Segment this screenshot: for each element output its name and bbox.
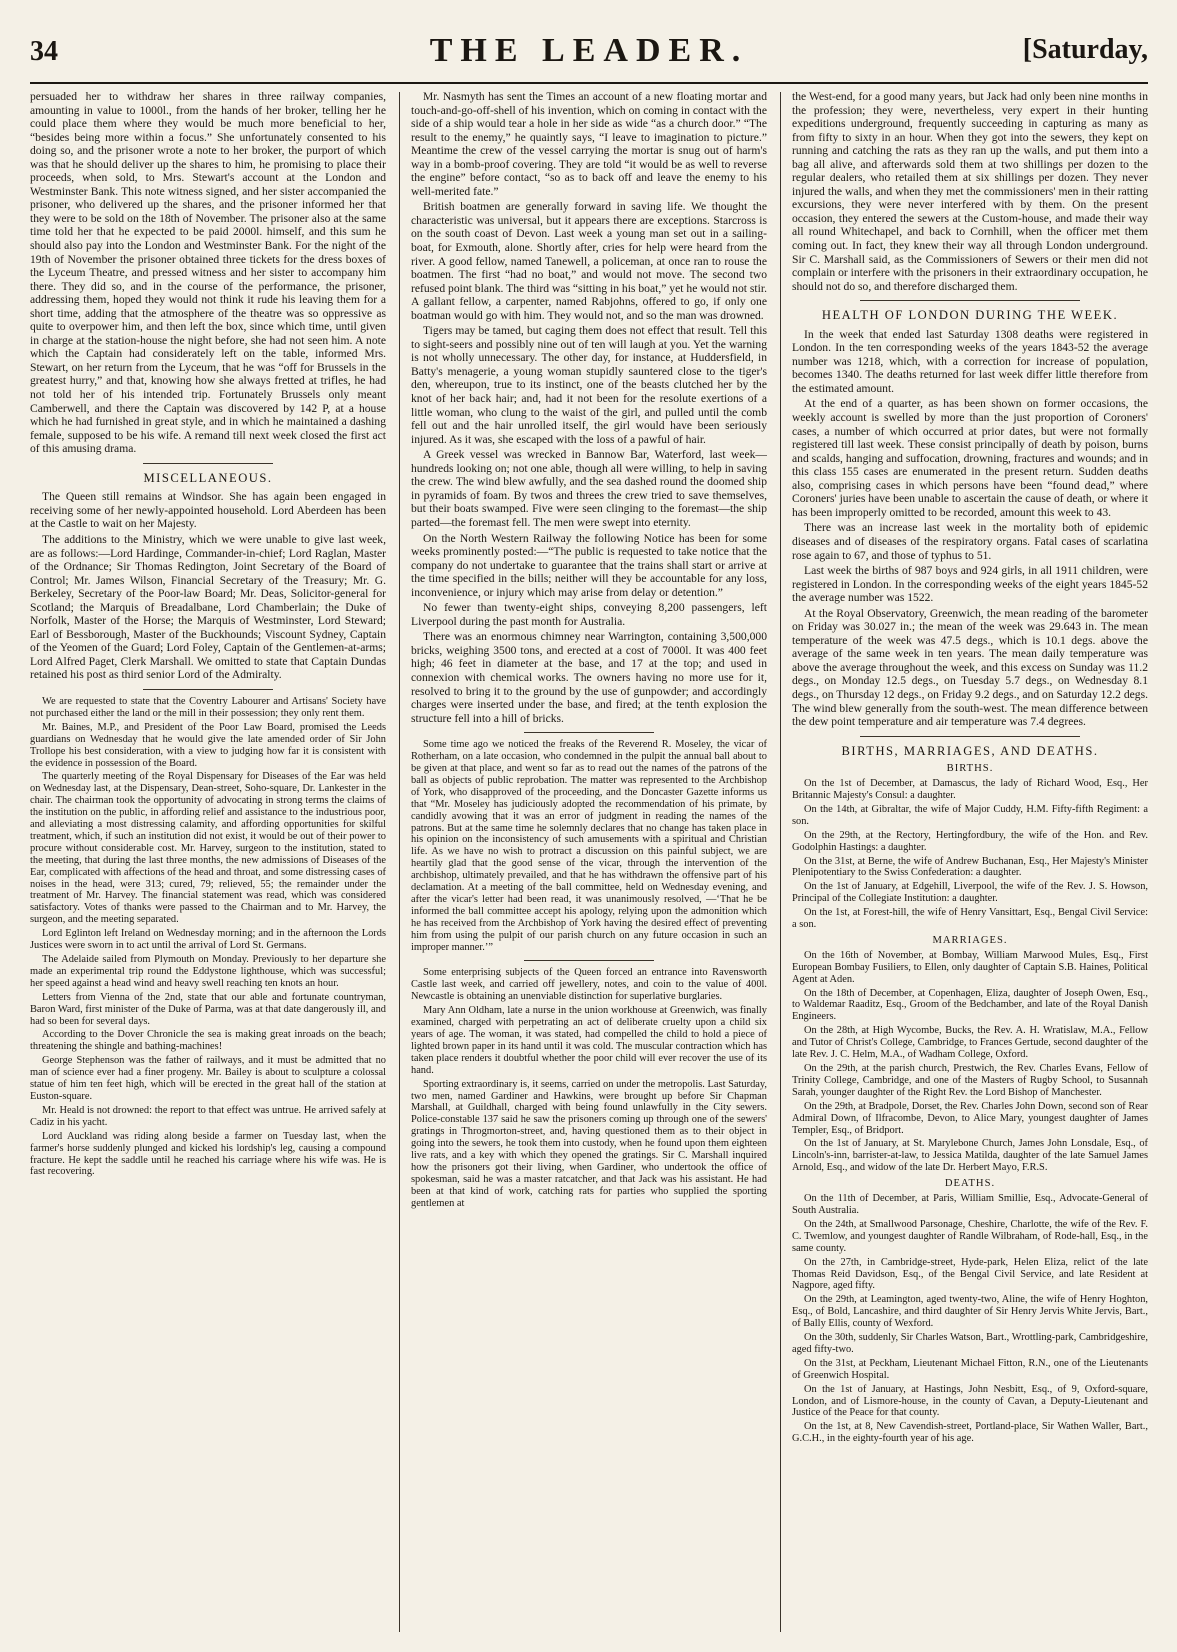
section-rule <box>860 300 1080 301</box>
small-print-block <box>411 739 767 1209</box>
notice-entry: On the 16th of November, at Bombay, William Marwood Mules, Esq., First European Bombay Fusiliers, to Ellen, only daughter of Captain S.B. Haines, Political Agent at Aden. <box>792 949 1148 985</box>
masthead-rule <box>30 82 1148 84</box>
article-paragraph: Sporting extraordinary is, it seems, carried on under the metropolis. Last Saturday, two men, named Gardiner and Hawkins, were brought up before Sir Chapman Marshall, at Guildhall, charged with being found unlawfully in the City sewers. Police-constable 137 said he saw the prisoners coming up through one of the sewers' gratings in Throgmorton-street, and, having questioned them as to their object in going into the sewers, he took them into custody, when he found upon them eighteen live rats, and a key with which they opened the gratings. Sir C. Marshall inquired how the prisoners got their living, when Gardiner, who undertook the office of spokesman, said he was a master ratcatcher, and that Jack was his assistant. He had been at that kind of work, catching rats for parties who supplied the sporting gentlemen at <box>411 1078 767 1209</box>
article-paragraph: George Stephenson was the father of railways, and it must be admitted that no man of science ever had a finer progeny. Mr. Bailey is about to sculpture a colossal statue of him ten feet high, which will be erected in the great hall of the station at Euston-square. <box>30 1055 386 1102</box>
page-number: 34 <box>30 36 58 67</box>
notice-entry: On the 1st, at Forest-hill, the wife of Henry Vansittart, Esq., Bengal Civil Service: a son. <box>792 907 1148 931</box>
article-paragraph: According to the Dover Chronicle the sea is making great inroads on the beach; threatening the shingle and bathing-machines! <box>30 1029 386 1053</box>
column-divider <box>399 92 400 1632</box>
article-paragraph: British boatmen are generally forward in saving life. We thought the characteristic was universal, but it appears there are exceptions. Starcross is on the south coast of Devon. Last week a young man set out in a sailing-boat, for Exmouth, alone. Shortly after, cries for help were heard from the river. A good fellow, named Tanewell, a policeman, at once ran to rouse the boatmen. The first “had no boat,” and would not move. The second two refused point blank. The third was “sitting in his boat,” yet he would not stir. A gallant fellow, a carpenter, named Rabjohns, offered to go, if only one boatman would go with him. They would not, and so the man was drowned. <box>411 200 767 322</box>
notice-entry: On the 1st, at 8, New Cavendish-street, Portland-place, Sir Wathen Waller, Bart., G.C.H., in the eighty-fourth year of his age. <box>792 1421 1148 1445</box>
article-paragraph: The quarterly meeting of the Royal Dispensary for Diseases of the Ear was held on Wednesday last, at the Dispensary, Dean-street, Soho-square, Dr. Lankester in the chair. The chairman took the opportunity of advocating in strong terms the claims of the institution on the public, in affording relief and assistance to the industrious poor, and alleviating a most distressing calamity, and affording opportunities for skilful treatment, which, if such an institution did not exist, it would be out of their power to procure without considerable cost. Mr. Harvey, surgeon to the institution, stated to the meeting, that during the last three months, the new admissions of Diseases of the Ear, complicated with affections of the head and throat, and some distressing cases of noises in the head, were 313; cured, 79; relieved, 55; the remainder under the treatment of Mr. Harvey. The financial statement was read, which was considered satisfactory. Votes of thanks were passed to the Chairman and to Mr. Harvey, the surgeon, and the meeting separated. <box>30 771 386 926</box>
article-paragraph: At the Royal Observatory, Greenwich, the mean reading of the barometer on Friday was 30.027 in.; the mean of the week was 29.643 in. The mean temperature of the week was 47.5 degs., which is 10.1 degs. above the average of the same week in ten years. The mean daily temperature was above the average throughout the week, and this excess on Sunday was 11.2 degs., on Monday 12.5 degs., on Tuesday 5.7 degs., on Wednesday 8.1 degs., on Thursday 12 degs., on Friday 9.2 degs., and on Saturday 12.2 degs. The wind blew generally from the south-west. The mean difference between the dew point temperature and air temperature was 7.4 degrees. <box>792 606 1148 729</box>
column-divider <box>780 92 781 1632</box>
masthead <box>30 28 1148 84</box>
article-paragraph: The Adelaide sailed from Plymouth on Monday. Previously to her departure she made an experimental trip round the Eddystone lighthouse, which was successful; her speed against a head wind and heavy swell reaching ten knots an hour. <box>30 954 386 989</box>
subheading-marriages: MARRIAGES. <box>932 934 1008 946</box>
notice-entry: On the 1st of January, at Edgehill, Liverpool, the wife of the Rev. J. S. Howson, Principal of the Collegiate Institution: a daughter. <box>792 881 1148 905</box>
article-paragraph: The additions to the Ministry, which we were unable to give last week, are as follows:—Lord Hardinge, Commander-in-chief; Lord Raglan, Master of the Ordnance; Sir Thomas Redington, Joint Secretary of the Board of Control; Mr. James Wilson, Financial Secretary of the Treasury; Mr. G. Berkeley, Secretary of the Poor-law Board; Mr. Deas, Solicitor-general for Scotland; the Marquis of Breadalbane, Lord Chamberlain; the Duke of Norfolk, Master of the Horse; the Marquis of Westminster, Lord Steward; Earl of Bessborough, Master of the Buckhounds; Viscount Sydney, Captain of the Yeomen of the Guard; Lord Foley, Captain of the Gentlemen-at-arms; Lord Alfred Paget, Clerk Marshall. We omitted to state that Captain Dundas retained his post as third senior Lord of the Admiralty. <box>30 532 386 682</box>
notice-entry: On the 14th, at Gibraltar, the wife of Major Cuddy, H.M. Fifty-fifth Regiment: a son. <box>792 803 1148 827</box>
article-paragraph: In the week that ended last Saturday 1308 deaths were registered in London. In the ten corresponding weeks of the years 1843-52 the average number was 1218, which, with a correction for increase of population, becomes 1340. The deaths returned for last week differ little therefore from the estimated amount. <box>792 327 1148 395</box>
article-paragraph: A Greek vessel was wrecked in Bannow Bar, Waterford, last week—hundreds looking on; not one able, though all were willing, to help in saving the crew. The wind blew awfully, and the sea dashed round the doomed ship in pyramids of foam. By twos and threes the crew tried to save themselves, but their boats swamped. Five were seen clinging to the foremast—the ship parted—the foremast fell. The men were swept into eternity. <box>411 448 767 529</box>
notice-entry: On the 29th, at Leamington, aged twenty-two, Aline, the wife of Henry Hoghton, Esq., of Bold, Lancashire, and third daughter of Sir Henry Jervis White Jervis, Bart., of Bally Ellis, county of Wexford. <box>792 1294 1148 1330</box>
article-paragraph: Mr. Nasmyth has sent the Times an account of a new floating mortar and touch-and-go-off-shell of his invention, which on coming in contact with the side of a ship would tear a hole in her side as wide “as a church door.” “The result to the enemy,” he quaintly says, “I leave to imagination to picture.” Meantime the crew of the vessel carrying the mortar is snug out of harm's way in a bomb-proof covering. They are told “it would be as well to reverse the engine” before contact, “so as to back off and leave the enemy to his well-merited fate.” <box>411 90 767 198</box>
small-print-block <box>30 696 386 1178</box>
section-heading-miscellaneous: MISCELLANEOUS. <box>143 470 273 485</box>
article-paragraph: The Queen still remains at Windsor. She has again been engaged in receiving some of her newly-appointed household. Lord Aberdeen has been at the Castle to wait on her Majesty. <box>30 490 386 531</box>
article-paragraph: Lord Eglinton left Ireland on Wednesday morning; and in the afternoon the Lords Justices were sworn in to act until the arrival of Lord St. Germans. <box>30 928 386 952</box>
notice-entry: On the 29th, at the Rectory, Hertingfordbury, the wife of the Hon. and Rev. Godolphin Hastings: a daughter. <box>792 829 1148 853</box>
article-paragraph: There was an enormous chimney near Warrington, containing 3,500,000 bricks, weighing 3500 tons, and erected at a cost of 7000l. It was 400 feet high; 46 feet in diameter at the base, and 17 at the top; and used in connexion with chemical works. The owners having no more use for it, resolved to bring it to the ground by the use of gunpowder; and accordingly charges were inserted under the base, and fired; at the tenth explosion the structure fell into a hill of bricks. <box>411 630 767 725</box>
notice-entry: On the 29th, at Bradpole, Dorset, the Rev. Charles John Down, second son of Rear Admiral Down, of Ilfracombe, Devon, to Alice Mary, youngest daughter of James Templer, Esq., of Bridport. <box>792 1100 1148 1136</box>
article-paragraph: Lord Auckland was riding along beside a farmer on Tuesday last, when the farmer's horse suddenly plunged and kicked his lordship's leg, causing a compound fracture. He kept the saddle until he reached his carriage where his wife was. He is fast recovering. <box>30 1130 386 1178</box>
column-2 <box>411 90 767 1638</box>
article-paragraph: Letters from Vienna of the 2nd, state that our able and fortunate countryman, Baron Ward, first minister of the Duke of Parma, was at that date dangerously ill, and had so been for several days. <box>30 991 386 1027</box>
notice-entry: On the 29th, at the parish church, Prestwich, the Rev. Charles Evans, Fellow of Trinity College, Cambridge, and one of the Masters of Rugby School, to Susannah Sarah, younger daughter of the Right Rev. the Lord Bishop of Manchester. <box>792 1063 1148 1098</box>
section-heading-births-marriages-deaths: BIRTHS, MARRIAGES, AND DEATHS. <box>841 743 1099 758</box>
article-paragraph: We are requested to state that the Coventry Labourer and Artisans' Society have not purchased either the land or the mill in their possession; they only rent them. <box>30 695 386 719</box>
article-paragraph: At the end of a quarter, as has been shown on former occasions, the weekly account is swelled by more than the just proportion of Coroners' cases, a number of which occurred at prior dates, but were not formally registered till last week. These consist principally of death by poison, burns and scalds, hanging and suffocation, drowning, fractures and wounds; and in this class 155 cases are enumerated in the present return. Sudden deaths also, comprising cases in which persons have been “found dead,” where Coroners' juries have been unable to ascertain the cause of death, or where it has been improperly omitted to be recorded, amount this week to 43. <box>792 397 1148 519</box>
section-rule <box>524 960 654 961</box>
notice-entry: On the 28th, at High Wycombe, Bucks, the Rev. A. H. Wratislaw, M.A., Fellow and Tutor of Christ's College, Cambridge, to Frances Gertude, second daughter of the late Rev. J. C. Helm, M.A., of Wadham College, Oxford. <box>792 1025 1148 1061</box>
article-paragraph: persuaded her to withdraw her shares in three railway companies, amounting in value to 1000l., from the hands of her broker, telling her he could place them where they would be much more beneficial to her, “besides being more within a focus.” She unfortunately consented to his doing so, and the prisoner wrote a note to her broker, the purport of which was that he should deliver up the shares to him, he promising to place their proceeds, when sold, to Mrs. Stewart's account at the London and Westminster Bank. This note witness signed, and her sister accompanied the prisoner, who delivered up the shares, and the prisoner informed her that they were to be sold on the 18th of November. The prisoner also at the same time told her that he expected to be paid 2000l. himself, and this sum he should also pay into the London and Westminster Bank. For the night of the 19th of November the prisoner obtained three tickets for the dress boxes of the Lyceum Theatre, and pressed witness and her sister to accompany him there. They did so, and in the course of the performance, the prisoner, addressing them, hoped they would not think it rude his leaving them for a short time, adding that the atmosphere of the theatre was so oppressive as quite to overpower him, and then left the box, since which time, until given in charge at the station-house the night before, she had not seen him. A note which the Captain had considerately left on the table, informed Mrs. Stewart, on her return from the Lyceum, that he was “off for Brussels in the greatest hurry,” and that, knowing how she always fretted at trifles, he had not told her of his intended trip. Fortunately Brussels only meant Camberwell, and there the Captain was discovered by 142 P, at a house which he had furnished in great style, and in which he maintained a dashing female, supposed to be his wife. A remand till next week closed the first act of this amusing drama. <box>30 90 386 456</box>
column-1 <box>30 90 386 1638</box>
section-rule <box>143 689 273 690</box>
article-paragraph: On the North Western Railway the following Notice has been for some weeks prominently posted:—“The public is requested to take notice that the company do not undertake to guarantee that the trains shall start or arrive at the time specified in the bills; neither will they be accountable for any loss, inconvenience, or injury which may arise from delay or detention.” <box>411 531 767 599</box>
article-paragraph: No fewer than twenty-eight ships, conveying 8,200 passengers, left Liverpool during the past month for Australia. <box>411 601 767 628</box>
notice-entry: On the 24th, at Smallwood Parsonage, Cheshire, Charlotte, the wife of the Rev. F. C. Twemlow, and youngest daughter of Randle Wilbraham, of Rode-hall, Esq., in the same county. <box>792 1218 1148 1254</box>
notice-entry: On the 1st of December, at Damascus, the lady of Richard Wood, Esq., Her Britannic Majesty's Consul: a daughter. <box>792 778 1148 801</box>
section-rule <box>143 463 273 464</box>
article-paragraph: Some enterprising subjects of the Queen forced an entrance into Ravensworth Castle last week, and carried off jewellery, notes, and coin to the value of 400l. Newcastle is obtaining an unenviable distinction for superlative burglaries. <box>411 967 767 1003</box>
notice-entry: On the 27th, in Cambridge-street, Hyde-park, Helen Eliza, relict of the late Thomas Reid Davidson, Esq., of the Bengal Civil Service, and late Resident at Nagpore, aged fifty. <box>792 1256 1148 1292</box>
newspaper-title: THE LEADER. <box>429 32 749 69</box>
notice-entry: On the 1st of January, at Hastings, John Nesbitt, Esq., of 9, Oxford-square, London, and of Lismore-house, in the county of Cavan, a Deputy-Lieutenant and Justice of the Peace for that county. <box>792 1383 1148 1419</box>
notice-entry: On the 1st of January, at St. Marylebone Church, James John Lonsdale, Esq., of Lincoln's-inn, barrister-at-law, to Jessica Matilda, daughter of the late Samuel James Arnold, Esq., and widow of the late Dr. Herbert Mayo, F.R.S. <box>792 1138 1148 1174</box>
article-paragraph: Mary Ann Oldham, late a nurse in the union workhouse at Greenwich, was finally examined, charged with perpetrating an act of deliberate cruelty upon a child six years of age. The woman, it was stated, had compelled the child to hold a piece of lighted brown paper in its hand until it was cold. The muscular contraction which has taken place renders it doubtful whether the poor child will ever recover the use of its hand. <box>411 1005 767 1076</box>
subheading-deaths: DEATHS. <box>944 1178 996 1190</box>
column-3 <box>792 90 1148 1638</box>
notice-entry: On the 31st, at Peckham, Lieutenant Michael Fitton, R.N., one of the Lieutenants of Greenwich Hospital. <box>792 1357 1148 1381</box>
article-paragraph: There was an increase last week in the mortality both of epidemic diseases and of diseases of the respiratory organs. Fatal cases of scarlatina rose again to 67, and those of typhus to 51. <box>792 521 1148 562</box>
subheading-births: BIRTHS. <box>946 763 994 775</box>
notice-entry: On the 18th of December, at Copenhagen, Eliza, daughter of Joseph Owen, Esq., to Waldemar Raaditz, Esq., Groom of the Bedchamber, and late of the Royal Danish Engineers. <box>792 987 1148 1023</box>
section-heading-health-of-london: HEALTH OF LONDON DURING THE WEEK. <box>821 308 1119 323</box>
section-rule <box>524 732 654 733</box>
article-paragraph: Tigers may be tamed, but caging them does not effect that result. Tell this to sight-seers and possibly nine out of ten will laugh at you. Yet the warning is not wholly unnecessary. The other day, for instance, at Huddersfield, in Batty's menagerie, a young woman stupidly sauntered close to the tiger's den, whereupon, true to its instinct, one of the beasts clutched her by the knot of her back hair; and, had it not been for the resolute exertions of a little woman, who clung to the waist of the girl, and pulled until the comb fell out and the hair unrolled itself, the girl would have been seriously injured. As it was, she escaped with the loss of a pawful of hair. <box>411 324 767 446</box>
small-print-block <box>792 763 1148 1445</box>
article-paragraph: Mr. Heald is not drowned: the report to that effect was untrue. He arrived safely at Cadiz in his yacht. <box>30 1104 386 1128</box>
notice-entry: On the 30th, suddenly, Sir Charles Watson, Bart., Wrottling-park, Cambridgeshire, aged fifty-two. <box>792 1332 1148 1355</box>
notice-entry: On the 31st, at Berne, the wife of Andrew Buchanan, Esq., Her Majesty's Minister Plenipotentiary to the Swiss Confederation: a daughter. <box>792 855 1148 879</box>
notice-entry: On the 11th of December, at Paris, William Smillie, Esq., Advocate-General of South Australia. <box>792 1193 1148 1216</box>
section-rule <box>860 736 1080 737</box>
article-paragraph: Mr. Baines, M.P., and President of the Poor Law Board, promised the Leeds guardians on Wednesday that he would give the late amended order of Sir John Trollope his best consideration, with a view to judging how far it is consistent with the evidence in possession of the Board. <box>30 721 386 769</box>
article-paragraph: Some time ago we noticed the freaks of the Reverend R. Moseley, the vicar of Rotherham, on a late occasion, who condemned in the pulpit the annual ball about to be given at that place, and went so far as to read out the names of the patrons of the ball as objects of public reprobation. The matter was represented to the Archbishop of York, who disapproved of the proceeding, and the Doncaster Gazette informs us that “Mr. Moseley has judiciously adopted the recommendation of his primate, by candidly avowing that it was an error of judgment in reading the names of the patrons. But at the same time he solemnly declares that no change has taken place in his opinion on the inconsistency of such amusements with a spiritual and Christian life. As we have no wish to protract a discussion on this painful subject, we are heartily glad that the good sense of the vicar, through the intervention of the archbishop, ultimately prevailed, and that he has withdrawn the offensive part of his declamation. At a meeting of the ball committee, held on Wednesday evening, and after the vicar's letter had been read, it was unanimously resolved, —‘That he be informed the ball committee accept his apology, relying upon the admonition which he has received from the Archbishop of York having the desired effect of preventing him from using the pulpit of our parish church on any future occasion in such an improper manner.’” <box>411 739 767 953</box>
issue-day: [Saturday, <box>1022 34 1148 65</box>
article-paragraph: the West-end, for a good many years, but Jack had only been nine months in the profession; they were, nevertheless, very expert in their hunting expeditions underground, frequently succeeding in capturing as many as from fifty to sixty in an hour. When they got into the sewers, they kept on running and catching the rats as they ran up the walls, and put them into a bag all alive, and afterwards sold them at two shillings per dozen to the regular dealers, who retailed them at six shillings per dozen. They never injured the walls, and when they met the commissioners' men in their ratting excursions, they were never interfered with by them. On the present occasion, they entered the sewers at the Custom-house, and made their way all round Whitechapel, and back to Cornhill, when the officer met them coming out. In fact, they knew their way all through London underground. Sir C. Marshall said, as the Commissioners of Sewers or their men did not complain or interfere with the prisoners in their extraordinary occupation, he should not do so, and therefore discharged them. <box>792 90 1148 293</box>
article-paragraph: Last week the births of 987 boys and 924 girls, in all 1911 children, were registered in London. In the corresponding weeks of the eight years 1845-52 the average number was 1522. <box>792 564 1148 605</box>
